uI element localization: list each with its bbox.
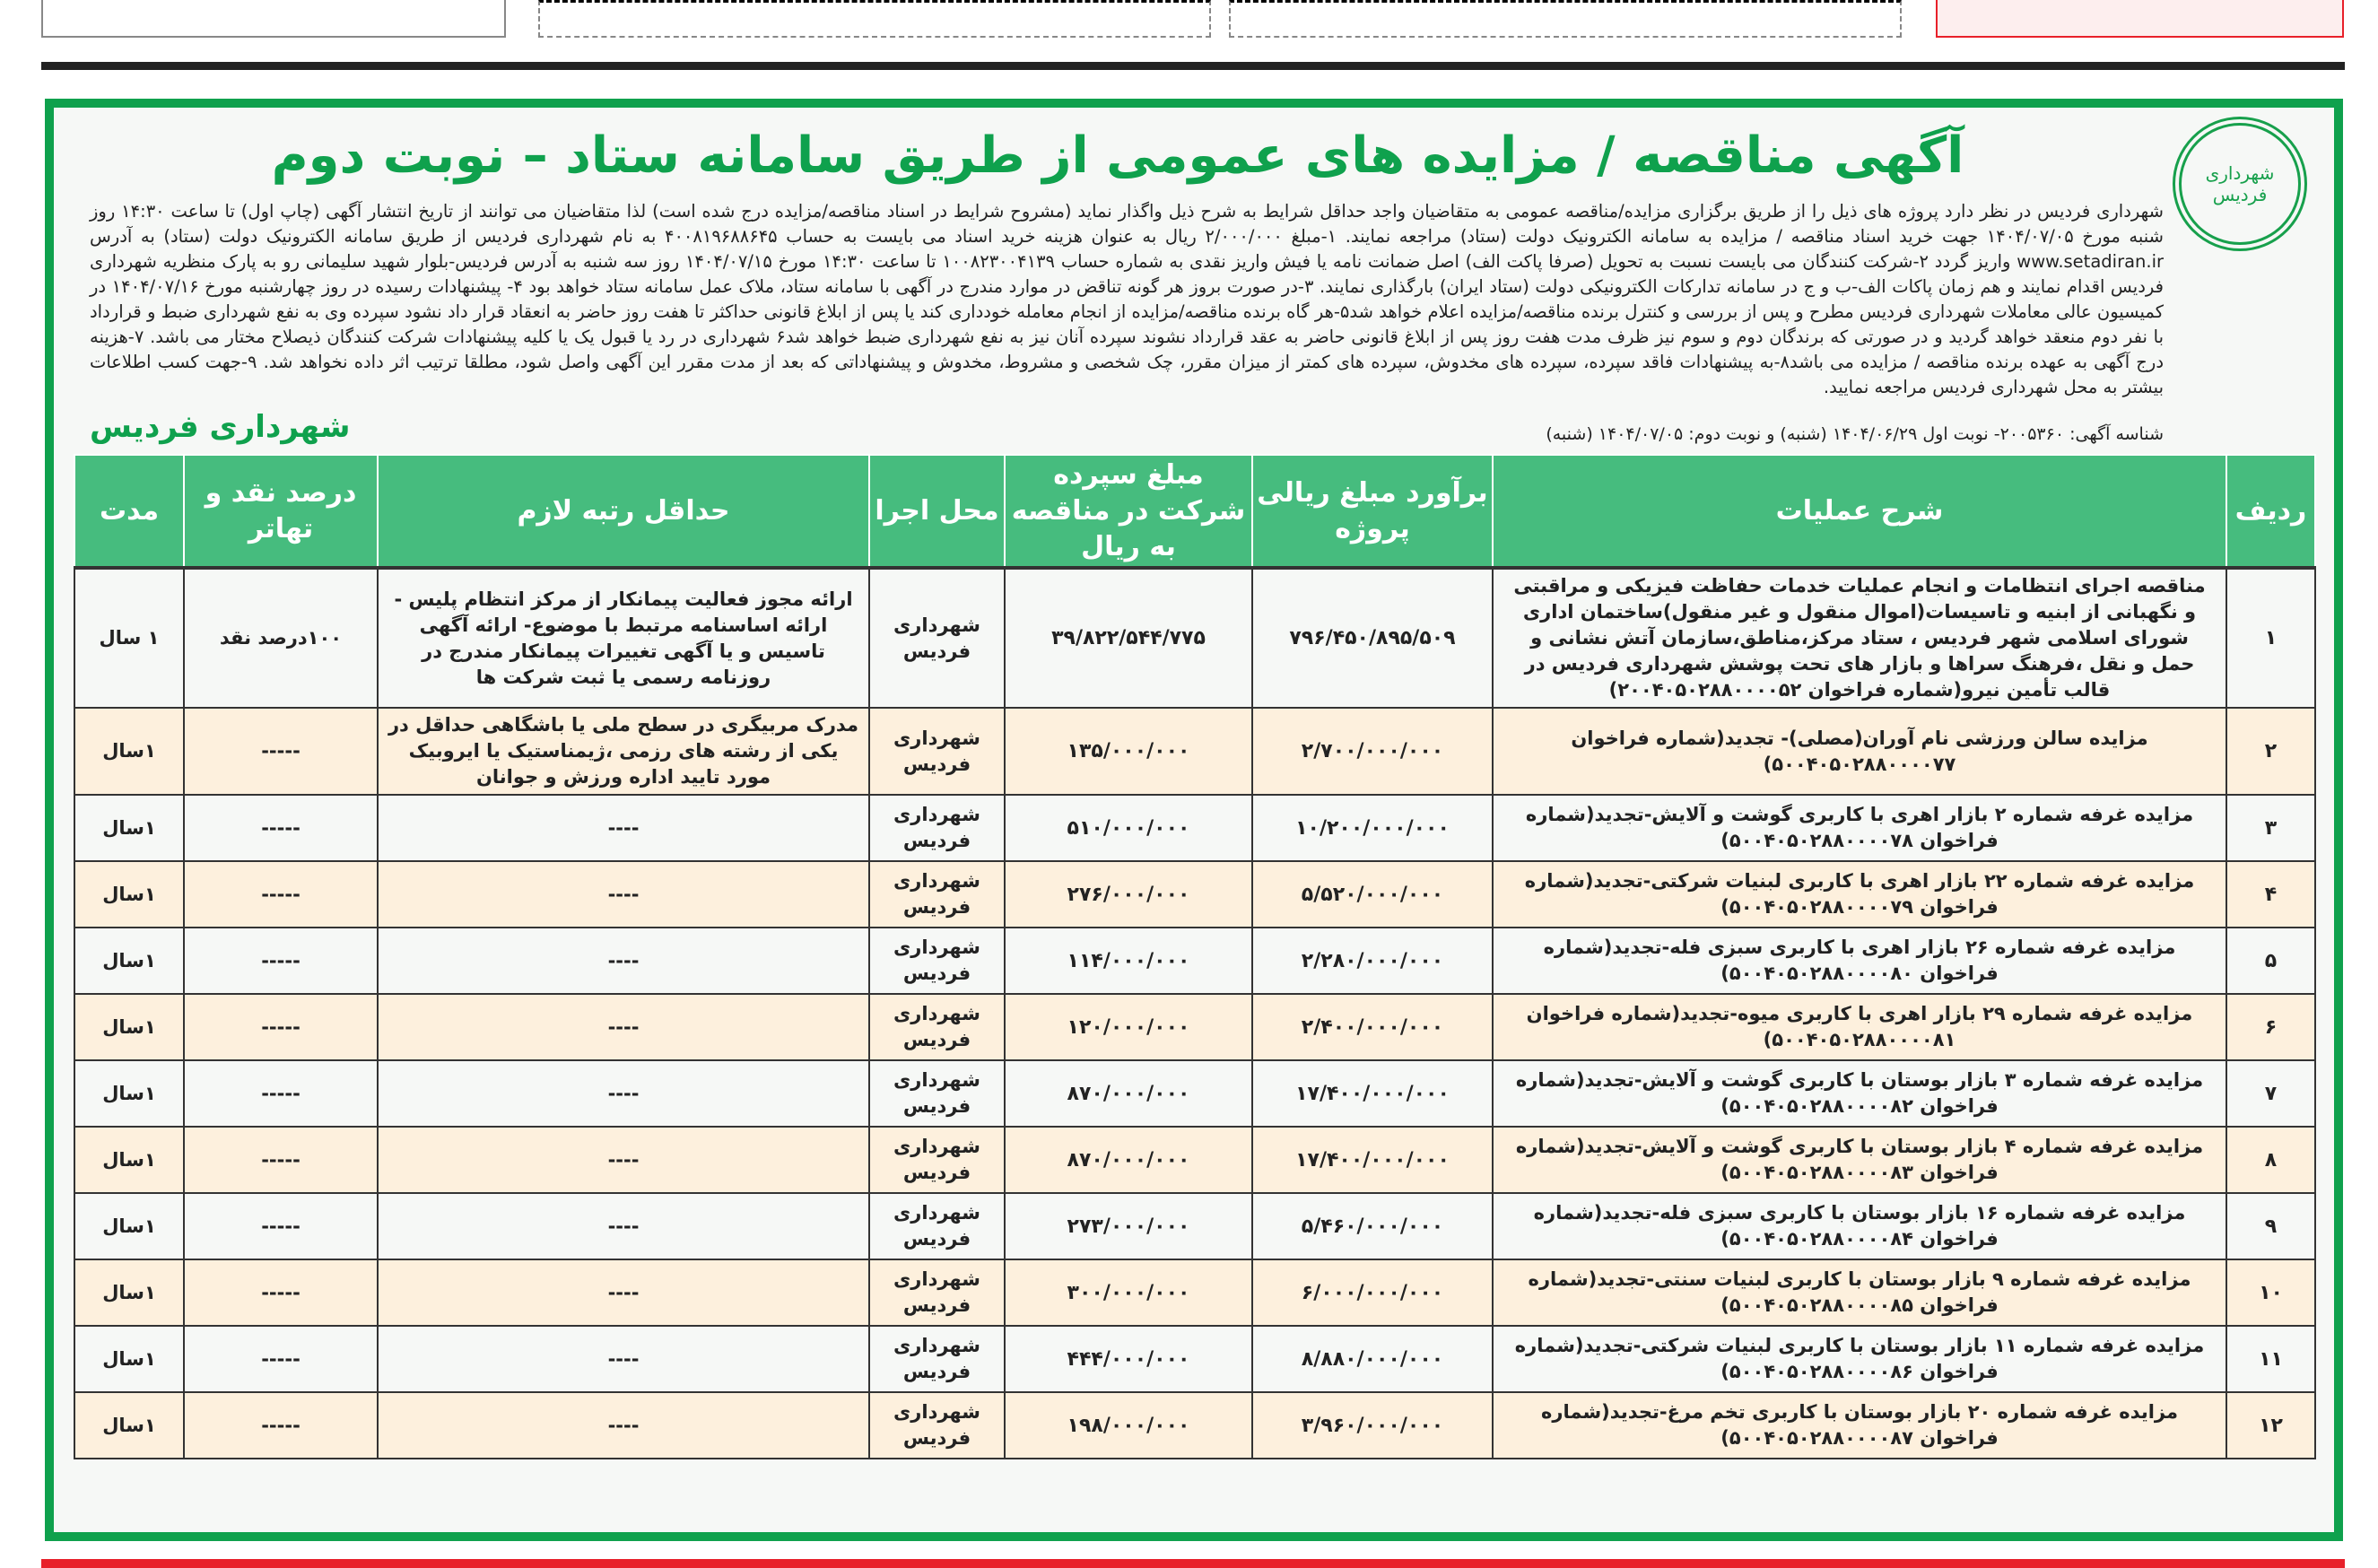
- minimum-qualification: ارائه مجوز فعالیت پیمانکار از مرکز انتظام پلیس - ارائه اساسنامه مرتبط با موضوع- ارائه آگهی تاسیس و یا آگهی تغییرات پیمانکار مندرج در روزنامه رسمی یا ثبت شرکت ها: [378, 568, 869, 708]
- duration: ۱سال: [74, 861, 184, 928]
- cash-percentage: -----: [184, 1060, 378, 1127]
- column-header: برآورد مبلغ ریالی پروژه: [1252, 455, 1493, 568]
- news-box: [1936, 0, 2344, 38]
- duration: ۱سال: [74, 1193, 184, 1259]
- cash-percentage: -----: [184, 1193, 378, 1259]
- table-row: [74, 1259, 2315, 1326]
- column-header: ردیف: [2226, 455, 2315, 568]
- operation-description: مزایده غرفه شماره ۲۲ بازار اهری با کاربری لبنیات شرکتی-تجدید(شماره فراخوان ۵۰۰۴۰۵۰۲۸۸۰۰۰۰۷۹): [1493, 861, 2226, 928]
- execution-location: شهرداری فردیس: [869, 1259, 1005, 1326]
- table-row: [74, 1060, 2315, 1127]
- estimated-amount: ۱۰/۲۰۰/۰۰۰/۰۰۰: [1252, 795, 1493, 861]
- operation-description: مزایده غرفه شماره ۲۰ بازار بوستان با کاربری تخم مرغ-تجدید(شماره فراخوان ۵۰۰۴۰۵۰۲۸۸۰۰۰۰۸۷): [1493, 1392, 2226, 1459]
- minimum-qualification: ----: [378, 1193, 869, 1259]
- execution-location: شهرداری فردیس: [869, 861, 1005, 928]
- tender-table: [74, 454, 2316, 1459]
- operation-description: مزایده غرفه شماره ۲۹ بازار اهری با کاربری میوه-تجدید(شماره فراخوان ۵۰۰۴۰۵۰۲۸۸۰۰۰۰۸۱): [1493, 994, 2226, 1060]
- duration: ۱سال: [74, 928, 184, 994]
- duration: ۱سال: [74, 795, 184, 861]
- estimated-amount: ۲/۲۸۰/۰۰۰/۰۰۰: [1252, 928, 1493, 994]
- table-row: [74, 1127, 2315, 1193]
- deposit-amount: ۸۷۰/۰۰۰/۰۰۰: [1005, 1060, 1252, 1127]
- operation-description: مناقصه اجرای انتظامات و انجام عملیات خدمات حفاظت فیزیکی و مراقبتی و نگهبانی از ابنیه و تاسیسات(اموال منقول و غیر منقول)ساختمان اداری شورای اسلامی شهر فردیس ، ستاد مرکز،مناطق،سازمان آتش نشانی و حمل و نقل ،فرهنگ سراها و بازار های تحت پوشش شهرداری فردیس در قالب تأمین نیرو(شماره فراخوان ۲۰۰۴۰۵۰۲۸۸۰۰۰۰۵۲): [1493, 568, 2226, 708]
- duration: ۱سال: [74, 1259, 184, 1326]
- bottom-red-bar: [41, 1559, 2345, 1568]
- duration: ۱سال: [74, 708, 184, 795]
- estimated-amount: ۲/۷۰۰/۰۰۰/۰۰۰: [1252, 708, 1493, 795]
- table-row: [74, 994, 2315, 1060]
- column-header: حداقل رتبه لازم: [378, 455, 869, 568]
- municipality-logo: [2173, 117, 2307, 251]
- operation-description: مزایده غرفه شماره ۱۶ بازار بوستان با کاربری سبزی فله-تجدید(شماره فراخوان ۵۰۰۴۰۵۰۲۸۸۰۰۰۰۸۴): [1493, 1193, 2226, 1259]
- column-header: مدت: [74, 455, 184, 568]
- cash-percentage: -----: [184, 928, 378, 994]
- estimated-amount: ۱۷/۴۰۰/۰۰۰/۰۰۰: [1252, 1060, 1493, 1127]
- brand-name: شهرداری فردیس: [90, 409, 351, 445]
- logo-text: شهرداری فردیس: [2205, 162, 2275, 205]
- deposit-amount: ۱۲۰/۰۰۰/۰۰۰: [1005, 994, 1252, 1060]
- table-row: [74, 928, 2315, 994]
- row-number: ۶: [2226, 994, 2315, 1060]
- execution-location: شهرداری فردیس: [869, 1392, 1005, 1459]
- table-row: [74, 1193, 2315, 1259]
- table-row: [74, 568, 2315, 708]
- table-header: [74, 455, 2315, 568]
- estimated-amount: ۵/۵۲۰/۰۰۰/۰۰۰: [1252, 861, 1493, 928]
- deposit-amount: ۸۷۰/۰۰۰/۰۰۰: [1005, 1127, 1252, 1193]
- row-number: ۳: [2226, 795, 2315, 861]
- row-number: ۱: [2226, 568, 2315, 708]
- row-number: ۱۲: [2226, 1392, 2315, 1459]
- ad-title: آگهی مناقصه / مزایده های عمومی از طریق سامانه ستاد – نوبت دوم: [271, 126, 1964, 185]
- execution-location: شهرداری فردیس: [869, 994, 1005, 1060]
- cash-percentage: -----: [184, 795, 378, 861]
- cash-percentage: -----: [184, 1326, 378, 1392]
- deposit-amount: ۱۹۸/۰۰۰/۰۰۰: [1005, 1392, 1252, 1459]
- duration: ۱سال: [74, 1326, 184, 1392]
- row-number: ۲: [2226, 708, 2315, 795]
- duration: ۱ سال: [74, 568, 184, 708]
- duration: ۱سال: [74, 994, 184, 1060]
- deposit-amount: ۵۱۰/۰۰۰/۰۰۰: [1005, 795, 1252, 861]
- estimated-amount: ۶/۰۰۰/۰۰۰/۰۰۰: [1252, 1259, 1493, 1326]
- estimated-amount: ۵/۴۶۰/۰۰۰/۰۰۰: [1252, 1193, 1493, 1259]
- ad-meta-row: [90, 407, 2164, 447]
- operation-description: مزایده غرفه شماره ۱۱ بازار بوستان با کاربری لبنیات شرکتی-تجدید(شماره فراخوان ۵۰۰۴۰۵۰۲۸۸۰۰۰۰۸۶): [1493, 1326, 2226, 1392]
- execution-location: شهرداری فردیس: [869, 795, 1005, 861]
- deposit-amount: ۲۷۳/۰۰۰/۰۰۰: [1005, 1193, 1252, 1259]
- minimum-qualification: ----: [378, 1326, 869, 1392]
- row-number: ۵: [2226, 928, 2315, 994]
- divider: [41, 62, 2345, 70]
- execution-location: شهرداری فردیس: [869, 568, 1005, 708]
- table-row: [74, 1392, 2315, 1459]
- row-number: ۴: [2226, 861, 2315, 928]
- previous-page-strip: [0, 0, 2378, 54]
- execution-location: شهرداری فردیس: [869, 928, 1005, 994]
- deposit-amount: ۳۹/۸۲۲/۵۴۴/۷۷۵: [1005, 568, 1252, 708]
- cash-percentage: -----: [184, 1392, 378, 1459]
- cash-percentage: -----: [184, 1127, 378, 1193]
- ad-id-line: شناسه آگهی: ۲۰۰۵۳۶۰- نوبت اول ۱۴۰۴/۰۶/۲۹ (شنبه) و نوبت دوم: ۱۴۰۴/۰۷/۰۵ (شنبه): [1546, 424, 2164, 444]
- execution-location: شهرداری فردیس: [869, 1127, 1005, 1193]
- estimated-amount: ۳/۹۶۰/۰۰۰/۰۰۰: [1252, 1392, 1493, 1459]
- row-number: ۱۰: [2226, 1259, 2315, 1326]
- table-row: [74, 708, 2315, 795]
- news-box: [1229, 0, 1902, 38]
- ad-intro: شهرداری فردیس در نظر دارد پروژه های ذیل را از طریق برگزاری مزایده/مناقصه عمومی به متقاضیان واجد حداقل شرایط به شرح ذیل واگذار نماید (مشروح شرایط در اسناد مناقصه/مزایده درج شده است) لذا متقاضیان می توانند از تاریخ انتشار آگهی (چاپ اول) تا ساعت ۱۴:۳۰ روز شنبه مورخ ۱۴۰۴/۰۷/۰۵ جهت خرید اسناد مناقصه / مزایده به سامانه الکترونیک دولت (ستاد) مراجعه نمایند. ۱-مبلغ ۲/۰۰۰/۰۰۰ ریال به عنوان هزینه خرید اسناد می بایست به حساب ۴۰۰۸۱۹۶۸۸۶۴۵ به نام شهرداری فردیس از طریق سامانه الکترونیک دولت (ستاد) به آدرس www.setadiran.ir واریز گردد ۲-شرکت کنندگان می بایست نسبت به تحویل (صرفا پاکت الف) اصل ضمانت نامه یا فیش واریز نقدی به شماره حساب ۱۰۰۸۲۳۰۰۴۱۳۹ تا ساعت ۱۴:۳۰ مورخ ۱۴۰۴/۰۷/۱۵ روز سه شنبه به آدرس فردیس-بلوار شهید سلیمانی رو به پارک منظریه شهرداری فردیس اقدام نمایند و هم زمان پاکات الف-ب و ج در سامانه تدارکات الکترونیکی دولت (ستاد ایران) بارگذاری نمایند. ۳-در صورت بروز هر گونه تناقض در موارد مندرج در آگهی با سامانه ستاد، ملاک عمل سامانه ستاد خواهد بود ۴- پیشنهادات رسیده در روز چهارشنبه مورخ ۱۴۰۴/۰۷/۱۶ در کمیسیون عالی معاملات شهرداری فردیس مطرح و پس از بررسی و کنترل برنده مناقصه/مزایده اعلام خواهد شد۵-هر گاه برنده مناقصه/مزایده از انجام معامله خودداری کند یا پس از ابلاغ قانونی حداکثر تا هفت روز حاضر به انعقاد قرار داد نشود سپرده وی به نفع شهرداری ضبط و قرارداد با نفر دوم منعقد خواهد گردید و در صورتی که برندگان دوم و سوم نیز ظرف مدت هفت روز پس از ابلاغ قانونی حاضر به عقد قرارداد نشوند سپرده آنان نیز به نفع شهرداری ضبط خواهد شد۶ شهرداری در رد یا قبول یک یا کلیه پیشنهادات شرکت کنندگان ذیصلاح مختار می باشد. ۷-هزینه درج آگهی به عهده برنده مناقصه / مزایده می باشد۸-به پیشنهادات فاقد سپرده، سپرده های مخدوش، سپرده های کمتر از میزان مقرر، چک شخصی و مشروط، مخدوش و پیشنهاداتی که بعد از مدت مقرر این آگهی واصل شود، مطلقا ترتیب اثر داده نخواهد شد. ۹-جهت کسب اطلاعات بیشتر به محل شهرداری فردیس مراجعه نمایید.: [90, 201, 2165, 397]
- minimum-qualification: ----: [378, 994, 869, 1060]
- column-header: درصد نقد و تهاتر: [184, 455, 378, 568]
- estimated-amount: ۱۷/۴۰۰/۰۰۰/۰۰۰: [1252, 1127, 1493, 1193]
- operation-description: مزایده غرفه شماره ۲۶ بازار اهری با کاربری سبزی فله-تجدید(شماره فراخوان ۵۰۰۴۰۵۰۲۸۸۰۰۰۰۸۰): [1493, 928, 2226, 994]
- minimum-qualification: مدرک مربیگری در سطح ملی یا باشگاهی حداقل در یکی از رشته های رزمی ،ژیمناستیک یا ایروبیک مورد تایید اداره ورزش و جوانان: [378, 708, 869, 795]
- column-header: شرح عملیات: [1493, 455, 2226, 568]
- execution-location: شهرداری فردیس: [869, 1326, 1005, 1392]
- row-number: ۱۱: [2226, 1326, 2315, 1392]
- news-box: [538, 0, 1211, 38]
- deposit-amount: ۱۳۵/۰۰۰/۰۰۰: [1005, 708, 1252, 795]
- minimum-qualification: ----: [378, 1060, 869, 1127]
- operation-description: مزایده سالن ورزشی نام آوران(مصلی)- تجدید(شماره فراخوان ۵۰۰۴۰۵۰۲۸۸۰۰۰۰۷۷): [1493, 708, 2226, 795]
- cash-percentage: -----: [184, 708, 378, 795]
- estimated-amount: ۲/۴۰۰/۰۰۰/۰۰۰: [1252, 994, 1493, 1060]
- execution-location: شهرداری فردیس: [869, 708, 1005, 795]
- news-box: [41, 0, 506, 38]
- deposit-amount: ۲۷۶/۰۰۰/۰۰۰: [1005, 861, 1252, 928]
- minimum-qualification: ----: [378, 928, 869, 994]
- estimated-amount: ۷۹۶/۴۵۰/۸۹۵/۵۰۹: [1252, 568, 1493, 708]
- row-number: ۸: [2226, 1127, 2315, 1193]
- execution-location: شهرداری فردیس: [869, 1193, 1005, 1259]
- column-header: محل اجرا: [869, 455, 1005, 568]
- operation-description: مزایده غرفه شماره ۹ بازار بوستان با کاربری لبنیات سنتی-تجدید(شماره فراخوان ۵۰۰۴۰۵۰۲۸۸۰۰۰۰۸۵): [1493, 1259, 2226, 1326]
- minimum-qualification: ----: [378, 1127, 869, 1193]
- minimum-qualification: ----: [378, 1392, 869, 1459]
- execution-location: شهرداری فردیس: [869, 1060, 1005, 1127]
- deposit-amount: ۴۴۴/۰۰۰/۰۰۰: [1005, 1326, 1252, 1392]
- duration: ۱سال: [74, 1127, 184, 1193]
- operation-description: مزایده غرفه شماره ۳ بازار بوستان با کاربری گوشت و آلایش-تجدید(شماره فراخوان ۵۰۰۴۰۵۰۲۸۸۰۰۰۰۸۲): [1493, 1060, 2226, 1127]
- deposit-amount: ۳۰۰/۰۰۰/۰۰۰: [1005, 1259, 1252, 1326]
- cash-percentage: -----: [184, 1259, 378, 1326]
- deposit-amount: ۱۱۴/۰۰۰/۰۰۰: [1005, 928, 1252, 994]
- minimum-qualification: ----: [378, 795, 869, 861]
- table-row: [74, 1326, 2315, 1392]
- cash-percentage: -----: [184, 994, 378, 1060]
- table-row: [74, 861, 2315, 928]
- cash-percentage: -----: [184, 861, 378, 928]
- operation-description: مزایده غرفه شماره ۴ بازار بوستان با کاربری گوشت و آلایش-تجدید(شماره فراخوان ۵۰۰۴۰۵۰۲۸۸۰۰۰۰۸۳): [1493, 1127, 2226, 1193]
- duration: ۱سال: [74, 1060, 184, 1127]
- minimum-qualification: ----: [378, 1259, 869, 1326]
- minimum-qualification: ----: [378, 861, 869, 928]
- row-number: ۷: [2226, 1060, 2315, 1127]
- ad-frame: [45, 99, 2343, 1541]
- row-number: ۹: [2226, 1193, 2315, 1259]
- column-header: مبلغ سپرده شرکت در مناقصه به ریال: [1005, 455, 1252, 568]
- table-row: [74, 795, 2315, 861]
- estimated-amount: ۸/۸۸۰/۰۰۰/۰۰۰: [1252, 1326, 1493, 1392]
- cash-percentage: ۱۰۰درصد نقد: [184, 568, 378, 708]
- duration: ۱سال: [74, 1392, 184, 1459]
- operation-description: مزایده غرفه شماره ۲ بازار اهری با کاربری گوشت و آلایش-تجدید(شماره فراخوان ۵۰۰۴۰۵۰۲۸۸۰۰۰۰۷۸): [1493, 795, 2226, 861]
